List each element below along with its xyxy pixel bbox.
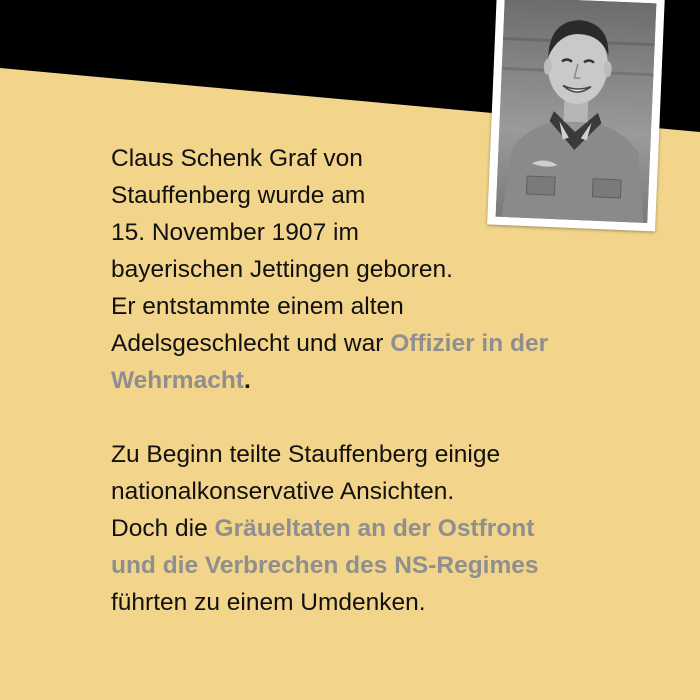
highlight-crimes: und die Verbrechen des NS-Regimes [111, 552, 539, 579]
text-line: Adelsgeschlecht und war [111, 330, 391, 357]
text-line: 15. November 1907 im [111, 219, 359, 246]
text-line: führten zu einem Umdenken. [111, 589, 426, 616]
highlight-atrocities: Gräueltaten an der Ostfront [214, 515, 535, 542]
paragraph-birth [111, 140, 671, 399]
text-line: Doch die [111, 515, 215, 542]
text-line: Stauffenberg wurde am [111, 182, 366, 209]
text-line: Zu Beginn teilte Stauffenberg einige [111, 441, 501, 468]
text-line: Claus Schenk Graf von [111, 145, 363, 172]
highlight-wehrmacht: Wehrmacht [111, 367, 244, 394]
biography-text [111, 140, 671, 621]
text-line: Er entstammte einem alten [111, 293, 404, 320]
highlight-officer: Offizier in der [390, 330, 549, 357]
paragraph-change [111, 436, 671, 621]
text-line: nationalkonservative Ansichten. [111, 478, 455, 505]
period: . [243, 367, 251, 394]
text-line: bayerischen Jettingen geboren. [111, 256, 453, 283]
